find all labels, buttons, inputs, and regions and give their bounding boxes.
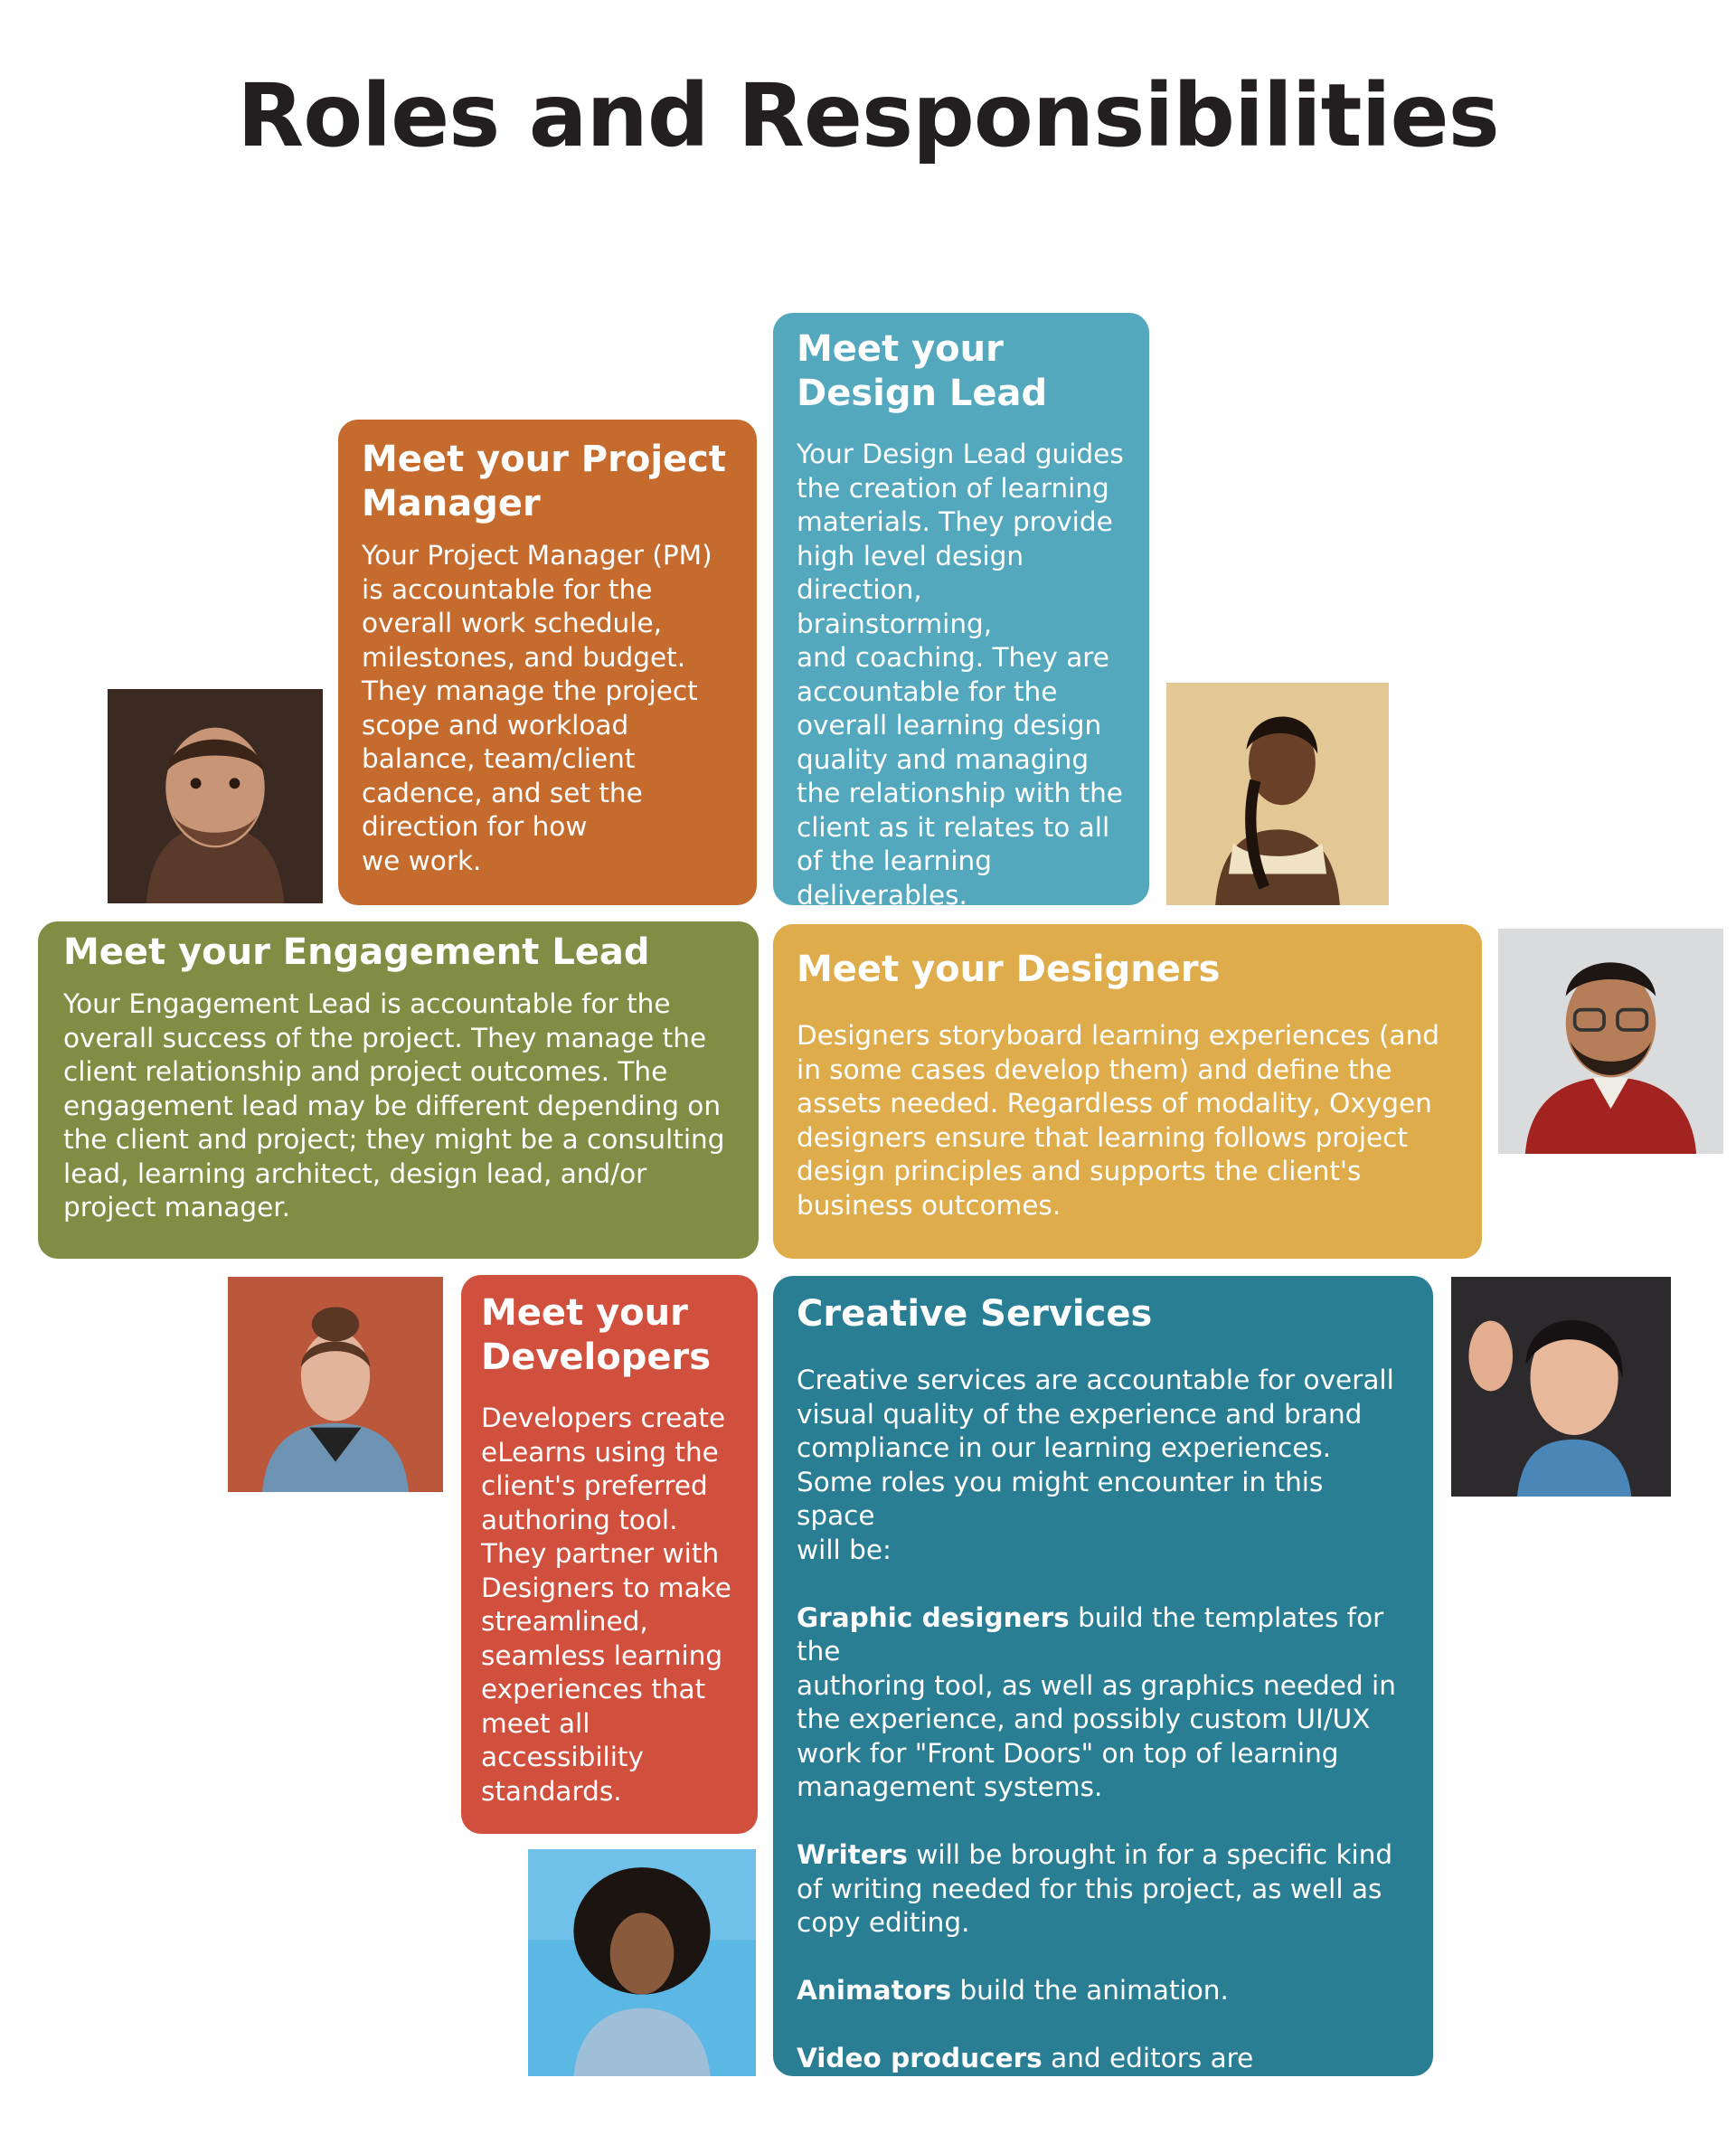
role-term: Video producers <box>797 2043 1043 2073</box>
engagement-lead-description: Your Engagement Lead is accountable for the overall success of the project. They manage the client relationship and project outcomes. The engagement lead may be different depending on the client and project; they might be a consulting lead, learning architect, design lead, and/or project manager. <box>63 988 725 1223</box>
designers-card <box>773 924 1482 1259</box>
engagement-lead-card <box>38 921 759 1259</box>
portrait-photo-icon <box>1451 1277 1671 1497</box>
creative-services-card <box>773 1276 1433 2141</box>
role-term: Animators <box>797 1975 952 2006</box>
project-manager-description: Your Project Manager (PM) is accountable for the overall work schedule, milestones, and budget. They manage the project scope and workload balance, team/client cadence, and set the direction for how we work. <box>362 540 712 876</box>
developers-description: Developers create eLearns using the client's preferred authoring tool. They partner with Designers to make streamlined, seamless learning experiences that meet all accessibility standards. <box>481 1403 731 1807</box>
creative-services-role <box>797 2042 1410 2144</box>
project-manager-card <box>338 420 757 905</box>
creative-services-heading: Creative Services <box>797 1293 1153 1335</box>
developers-heading: Meet your Developers <box>481 1292 712 1378</box>
designers-description: Designers storyboard learning experiences (and in some cases develop them) and define the assets needed. Regardless of modality, Oxygen designers ensure that learning follows project design principles and supports the client's business outcomes. <box>797 1020 1439 1221</box>
role-term: Graphic designers <box>797 1601 1070 1633</box>
portrait-photo-icon <box>1498 929 1723 1154</box>
creative-services-role <box>797 1974 1410 2008</box>
design-lead-photo <box>1166 683 1389 905</box>
portrait-photo-icon <box>108 689 323 903</box>
role-term: Writers <box>797 1839 908 1870</box>
design-lead-card <box>773 313 1149 911</box>
creative-services-intro: Creative services are accountable for overall visual quality of the experience and brand compliance in our learning experiences. Some roles you might encounter in this space will be: <box>797 1365 1394 1565</box>
creative-services-role <box>797 1601 1410 1805</box>
engagement-lead-heading: Meet your Engagement Lead <box>63 931 650 973</box>
role-text: build the templates for the authoring tool, as well as graphics needed in the experience, and possibly custom UI/UX work for "Front Doors" on top of learning management systems. <box>797 1601 1396 1802</box>
page-title: Roles and Responsibilities <box>237 65 1499 166</box>
portrait-photo-icon <box>228 1277 443 1492</box>
portrait-photo-icon <box>528 1849 756 2076</box>
designers-photo <box>1498 929 1723 1154</box>
project-manager-heading: Meet your Project Manager <box>362 439 726 524</box>
role-text: will be brought in for a specific kind of writing needed for this project, as well as copy editing. <box>797 1839 1393 1938</box>
developers-second-photo <box>528 1849 756 2076</box>
developers-photo <box>228 1277 443 1492</box>
creative-services-role <box>797 1838 1410 1941</box>
design-lead-heading: Meet your Design Lead <box>797 328 1048 414</box>
portrait-photo-icon <box>1166 683 1389 905</box>
creative-services-photo <box>1451 1277 1671 1497</box>
design-lead-description: Your Design Lead guides the creation of learning materials. They provide high level design direction, brainstorming, and coaching. They are accountable for the overall learning design quality and managing the relationship with the client as it relates to all of the learning deliverables. <box>797 439 1124 911</box>
role-text: and editors are responsbile for all video related content. <box>797 2043 1254 2141</box>
designers-heading: Meet your Designers <box>797 949 1221 990</box>
developers-card <box>461 1275 758 1834</box>
project-manager-photo <box>108 689 323 903</box>
role-text: build the animation. <box>951 1975 1229 2006</box>
